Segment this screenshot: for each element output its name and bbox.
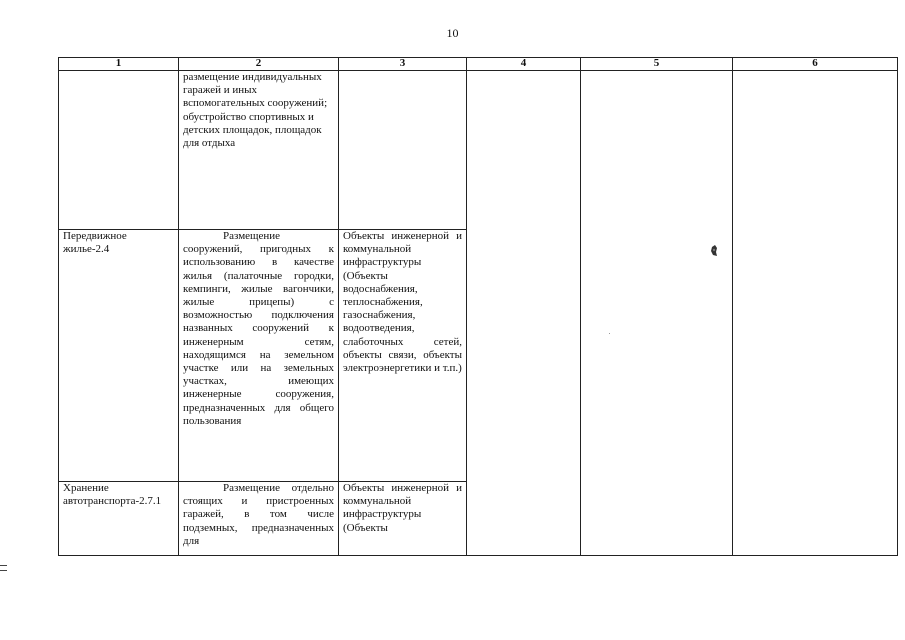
column-header-6: 6 <box>733 58 898 71</box>
cell-use-description: Размещение сооружений, пригодных к использованию в качестве жилья (палаточные городки, кемпинги, жилые вагончики, жилые прицепы) с возможностью подключения названных сооружений к инженерным сетям, находящимся на земельном участке или на земельных участках, имеющих инженерные сооружения, предназначенных для общего пользования <box>179 230 339 482</box>
column-header-5: 5 <box>581 58 733 71</box>
cell-permitted-objects <box>339 71 467 230</box>
column-header-1: 1 <box>59 58 179 71</box>
cell-use-name <box>59 71 179 230</box>
cell-column-6 <box>733 71 898 556</box>
cell-permitted-objects: Объекты инженерной и коммунальной инфраструктуры (Объекты <box>339 482 467 556</box>
header-row <box>59 58 898 71</box>
cell-permitted-objects: Объекты инженерной и коммунальной инфраструктуры (Объекты водоснабжения, теплоснабжения, газоснабжения, водоотведения, слаботочных сетей, объекты связи, объекты электроэнергетики и т.п.) <box>339 230 467 482</box>
cell-use-description: размещение индивидуальных гаражей и иных вспомогательных сооружений; обустройство спортивных и детских площадок, площадок для отдыха <box>179 71 339 230</box>
column-header-4: 4 <box>467 58 581 71</box>
cell-use-description: Размещение отдельно стоящих и пристроенных гаражей, в том числе подземных, предназначенных для <box>179 482 339 556</box>
column-header-2: 2 <box>179 58 339 71</box>
margin-mark <box>0 565 7 571</box>
cell-column-5 <box>581 71 733 556</box>
table-row <box>59 71 898 230</box>
cell-use-name: Хранение автотранспорта-2.7.1 <box>59 482 179 556</box>
land-use-table <box>58 57 898 556</box>
cell-use-name: Передвижное жилье-2.4 <box>59 230 179 482</box>
scan-speck <box>711 245 718 257</box>
column-header-3: 3 <box>339 58 467 71</box>
scan-dot <box>609 333 610 334</box>
cell-column-4 <box>467 71 581 556</box>
page-number: 10 <box>446 26 459 40</box>
